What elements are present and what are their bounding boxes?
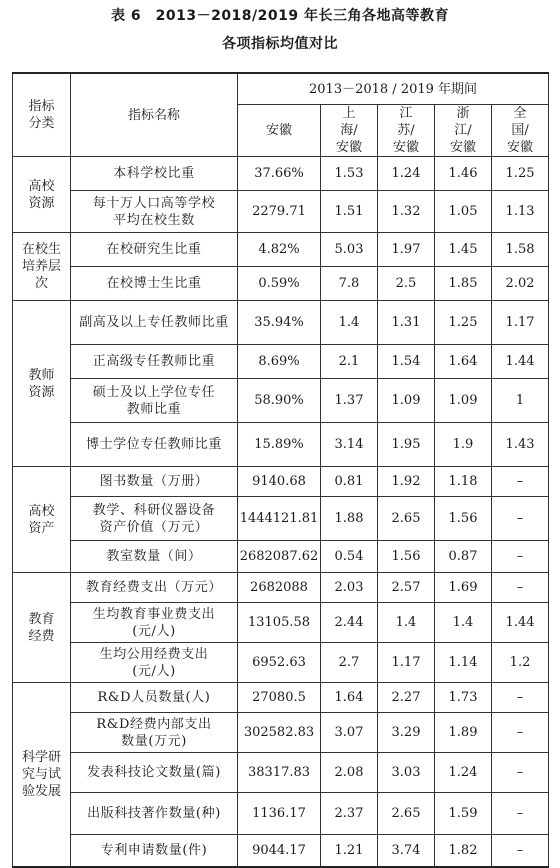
value-cell: 1.89 — [435, 713, 492, 753]
value-cell: 58.90% — [238, 379, 321, 423]
value-cell: 1.9 — [435, 423, 492, 467]
value-cell: 1.31 — [378, 301, 435, 345]
indicator-name-cell: 本科学校比重 — [71, 157, 238, 191]
category-cell: 教师资源 — [13, 301, 71, 467]
value-cell: 1.56 — [378, 541, 435, 573]
value-cell: 3.03 — [378, 753, 435, 793]
table-row — [13, 233, 549, 267]
indicator-name-cell: 副高及以上专任教师比重 — [71, 301, 238, 345]
category-cell: 高校资源 — [13, 157, 71, 233]
table-row — [13, 603, 549, 643]
indicator-name-cell: 正高级专任教师比重 — [71, 345, 238, 379]
value-cell: 1.14 — [435, 643, 492, 683]
value-cell: 1.18 — [435, 467, 492, 497]
value-cell: 3.29 — [378, 713, 435, 753]
indicator-name-cell: 教学、科研仪器设备资产价值（万元） — [71, 497, 238, 541]
value-cell: 1.69 — [435, 573, 492, 603]
table-row — [13, 191, 549, 233]
indicator-name-cell: R&D经费内部支出数量(万元) — [71, 713, 238, 753]
value-cell: 1.25 — [435, 301, 492, 345]
value-cell: – — [492, 497, 549, 541]
value-cell: 2.03 — [321, 573, 378, 603]
value-cell: – — [492, 713, 549, 753]
table-row — [13, 497, 549, 541]
table-row — [13, 683, 549, 713]
value-cell: – — [492, 793, 549, 835]
value-cell: 1.59 — [435, 793, 492, 835]
value-cell: 7.8 — [321, 267, 378, 301]
table-row — [13, 379, 549, 423]
value-cell: 1.13 — [492, 191, 549, 233]
value-cell: 5.03 — [321, 233, 378, 267]
header-col-jiangsu: 江苏/安徽 — [378, 105, 435, 157]
value-cell: 1.51 — [321, 191, 378, 233]
value-cell: 2279.71 — [238, 191, 321, 233]
value-cell: 2.08 — [321, 753, 378, 793]
comparison-table — [12, 72, 549, 868]
value-cell: 3.74 — [378, 835, 435, 867]
value-cell: 2.57 — [378, 573, 435, 603]
value-cell: 1.45 — [435, 233, 492, 267]
value-cell: 1.95 — [378, 423, 435, 467]
value-cell: 1.4 — [435, 603, 492, 643]
value-cell: 2.44 — [321, 603, 378, 643]
value-cell: 1.21 — [321, 835, 378, 867]
value-cell: 0.59% — [238, 267, 321, 301]
value-cell: 2.5 — [378, 267, 435, 301]
value-cell: 1.44 — [492, 345, 549, 379]
value-cell: 1.17 — [492, 301, 549, 345]
indicator-name-cell: 教室数量（间） — [71, 541, 238, 573]
value-cell: 0.81 — [321, 467, 378, 497]
table-row — [13, 345, 549, 379]
value-cell: 1.58 — [492, 233, 549, 267]
value-cell: 8.69% — [238, 345, 321, 379]
value-cell: 1.64 — [321, 683, 378, 713]
value-cell: 2.7 — [321, 643, 378, 683]
value-cell: 6952.63 — [238, 643, 321, 683]
value-cell: 1.24 — [435, 753, 492, 793]
value-cell: 1.32 — [378, 191, 435, 233]
value-cell: 2.65 — [378, 793, 435, 835]
value-cell: 2682087.62 — [238, 541, 321, 573]
value-cell: 2682088 — [238, 573, 321, 603]
table-title — [0, 0, 560, 58]
value-cell: 2.02 — [492, 267, 549, 301]
value-cell: 1.09 — [435, 379, 492, 423]
value-cell: 3.07 — [321, 713, 378, 753]
value-cell: 1.44 — [492, 603, 549, 643]
header-col-zhejiang: 浙江/安徽 — [435, 105, 492, 157]
header-indicator: 指标名称 — [71, 73, 238, 157]
value-cell: 1.64 — [435, 345, 492, 379]
indicator-name-cell: 每十万人口高等学校平均在校生数 — [71, 191, 238, 233]
value-cell: 1.85 — [435, 267, 492, 301]
value-cell: 1.05 — [435, 191, 492, 233]
table-row — [13, 423, 549, 467]
indicator-name-cell: 生均公用经费支出(元/人) — [71, 643, 238, 683]
header-col-shanghai: 上海/安徽 — [321, 105, 378, 157]
value-cell: 1136.17 — [238, 793, 321, 835]
value-cell: 1.25 — [492, 157, 549, 191]
header-period: 2013－2018 / 2019 年期间 — [238, 73, 549, 105]
value-cell: 1.24 — [378, 157, 435, 191]
table-row — [13, 713, 549, 753]
title-line-1: 表 6 2013－2018/2019 年长三角各地高等教育 — [111, 8, 449, 24]
value-cell: 1.73 — [435, 683, 492, 713]
value-cell: 1.2 — [492, 643, 549, 683]
value-cell: 1.53 — [321, 157, 378, 191]
value-cell: 2.27 — [378, 683, 435, 713]
value-cell: – — [492, 753, 549, 793]
value-cell: 1.97 — [378, 233, 435, 267]
table-row — [13, 573, 549, 603]
table-row — [13, 793, 549, 835]
indicator-name-cell: R&D人员数量(人) — [71, 683, 238, 713]
table-body — [13, 157, 549, 867]
value-cell: 15.89% — [238, 423, 321, 467]
value-cell: 1 — [492, 379, 549, 423]
value-cell: 1.4 — [378, 603, 435, 643]
category-cell: 科学研究与试验发展 — [13, 683, 71, 867]
indicator-name-cell: 硕士及以上学位专任教师比重 — [71, 379, 238, 423]
value-cell: – — [492, 467, 549, 497]
value-cell: 1.09 — [378, 379, 435, 423]
value-cell: 13105.58 — [238, 603, 321, 643]
value-cell: – — [492, 541, 549, 573]
table-row — [13, 267, 549, 301]
value-cell: 2.1 — [321, 345, 378, 379]
value-cell: 1.54 — [378, 345, 435, 379]
value-cell: 37.66% — [238, 157, 321, 191]
category-cell: 高校资产 — [13, 467, 71, 573]
value-cell: 1.4 — [321, 301, 378, 345]
value-cell: 3.14 — [321, 423, 378, 467]
title-line-2: 各项指标均值对比 — [222, 36, 338, 52]
value-cell: 2.37 — [321, 793, 378, 835]
indicator-name-cell: 在校研究生比重 — [71, 233, 238, 267]
category-cell: 教育经费 — [13, 573, 71, 683]
table-row — [13, 643, 549, 683]
value-cell: 1.37 — [321, 379, 378, 423]
value-cell: 1.88 — [321, 497, 378, 541]
value-cell: 35.94% — [238, 301, 321, 345]
indicator-name-cell: 出版科技著作数量(种) — [71, 793, 238, 835]
header-category: 指标分类 — [13, 73, 71, 157]
indicator-name-cell: 生均教育事业费支出(元/人) — [71, 603, 238, 643]
value-cell: 302582.83 — [238, 713, 321, 753]
value-cell: 1.17 — [378, 643, 435, 683]
indicator-name-cell: 在校博士生比重 — [71, 267, 238, 301]
indicator-name-cell: 教育经费支出（万元） — [71, 573, 238, 603]
value-cell: – — [492, 683, 549, 713]
value-cell: 0.87 — [435, 541, 492, 573]
value-cell: 1444121.81 — [238, 497, 321, 541]
header-col-national: 全国/安徽 — [492, 105, 549, 157]
table-row — [13, 753, 549, 793]
value-cell: – — [492, 573, 549, 603]
value-cell: 27080.5 — [238, 683, 321, 713]
table-row — [13, 835, 549, 867]
value-cell: 1.46 — [435, 157, 492, 191]
header-row-top — [13, 73, 549, 105]
value-cell: 9044.17 — [238, 835, 321, 867]
value-cell: 1.92 — [378, 467, 435, 497]
value-cell: 1.43 — [492, 423, 549, 467]
value-cell: 1.82 — [435, 835, 492, 867]
value-cell: 0.54 — [321, 541, 378, 573]
value-cell: 38317.83 — [238, 753, 321, 793]
indicator-name-cell: 图书数量（万册） — [71, 467, 238, 497]
indicator-name-cell: 发表科技论文数量(篇) — [71, 753, 238, 793]
value-cell: 9140.68 — [238, 467, 321, 497]
indicator-name-cell: 专利申请数量(件) — [71, 835, 238, 867]
table-row — [13, 301, 549, 345]
table-row — [13, 157, 549, 191]
value-cell: – — [492, 835, 549, 867]
header-col-anhui: 安徽 — [238, 105, 321, 157]
table-row — [13, 541, 549, 573]
category-cell: 在校生培养层次 — [13, 233, 71, 301]
value-cell: 1.56 — [435, 497, 492, 541]
value-cell: 4.82% — [238, 233, 321, 267]
value-cell: 2.65 — [378, 497, 435, 541]
table-row — [13, 467, 549, 497]
indicator-name-cell: 博士学位专任教师比重 — [71, 423, 238, 467]
